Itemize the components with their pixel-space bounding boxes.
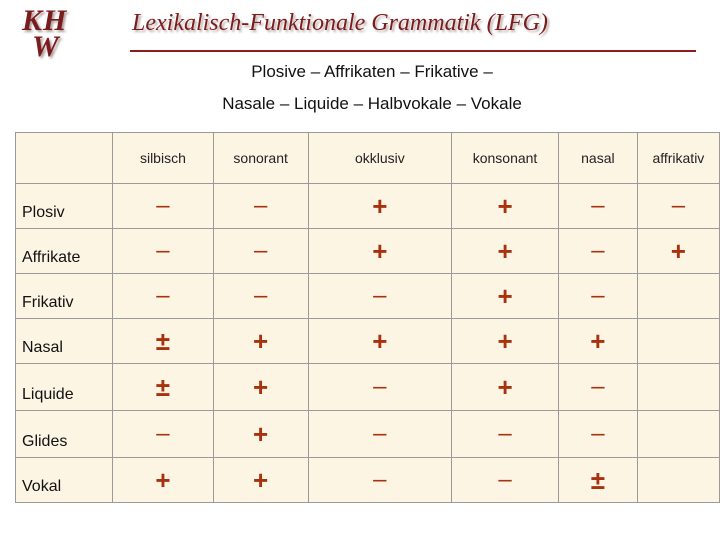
feature-value-cell: + [452,184,559,229]
feature-value-cell: + [213,319,308,364]
feature-value-cell: ± [113,364,214,411]
column-header: okklusiv [308,133,451,184]
table-row [16,364,720,411]
feature-value-cell: – [558,274,637,319]
feature-table [15,132,720,503]
feature-value-cell: – [213,229,308,274]
feature-value-cell: – [113,184,214,229]
table-row [16,229,720,274]
feature-value-cell: – [113,411,214,458]
feature-value-cell: – [213,184,308,229]
feature-value-cell: – [308,411,451,458]
table-row [16,319,720,364]
feature-value-cell: – [113,229,214,274]
feature-value-cell: ± [558,458,637,503]
row-label: Plosiv [16,184,113,229]
feature-value-cell: + [308,319,451,364]
feature-value-cell: + [452,319,559,364]
feature-value-cell: + [213,458,308,503]
feature-value-cell: + [113,458,214,503]
row-label: Affrikate [16,229,113,274]
feature-value-cell: – [452,458,559,503]
row-label: Liquide [16,364,113,411]
feature-value-cell: ± [113,319,214,364]
row-label: Glides [16,411,113,458]
row-label: Nasal [16,319,113,364]
header-divider [130,50,696,52]
feature-value-cell: + [452,364,559,411]
table-row [16,184,720,229]
table-row [16,411,720,458]
feature-value-cell: – [308,458,451,503]
feature-value-cell: – [213,274,308,319]
feature-value-cell: – [637,184,719,229]
subtitle-line-1: Plosive – Affrikaten – Frikative – [251,62,493,81]
feature-value-cell: – [558,411,637,458]
feature-value-cell [637,458,719,503]
feature-value-cell: – [308,364,451,411]
feature-value-cell: – [558,184,637,229]
logo-line-1: KH [22,4,68,37]
column-header: affrikativ [637,133,719,184]
logo-line-2: W [32,30,59,63]
column-header: nasal [558,133,637,184]
row-label: Vokal [16,458,113,503]
table-row [16,274,720,319]
feature-value-cell [637,319,719,364]
feature-value-cell: – [558,229,637,274]
row-label: Frikativ [16,274,113,319]
feature-value-cell [637,274,719,319]
column-header: sonorant [213,133,308,184]
corner-cell [16,133,113,184]
column-header: silbisch [113,133,214,184]
feature-value-cell: – [452,411,559,458]
feature-value-cell: + [637,229,719,274]
feature-value-cell: – [308,274,451,319]
table-row [16,458,720,503]
feature-value-cell: + [213,411,308,458]
feature-value-cell [637,364,719,411]
feature-value-cell: + [308,229,451,274]
feature-value-cell: – [558,364,637,411]
feature-value-cell: + [452,274,559,319]
feature-value-cell: + [558,319,637,364]
subtitle-line-2: Nasale – Liquide – Halbvokale – Vokale [222,94,522,113]
feature-value-cell: + [213,364,308,411]
header-row [16,133,720,184]
page-title: Lexikalisch-Funktionale Grammatik (LFG) [132,10,548,36]
feature-value-cell: + [452,229,559,274]
khw-logo [14,2,92,62]
feature-value-cell: – [113,274,214,319]
column-header: konsonant [452,133,559,184]
feature-value-cell [637,411,719,458]
feature-value-cell: + [308,184,451,229]
